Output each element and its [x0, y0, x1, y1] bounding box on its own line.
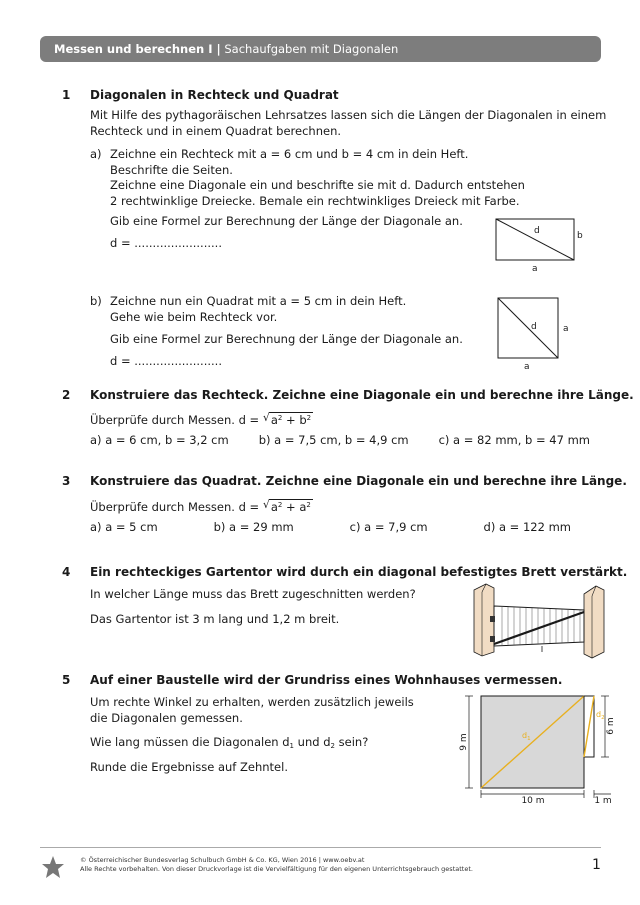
task-1a-answer-line: d = ........................ [110, 236, 222, 250]
task-4-number: 4 [62, 565, 71, 579]
task-1b-answer-line: d = ........................ [110, 354, 222, 368]
task-1-intro-line-1: Mit Hilfe des pythagoräischen Lehrsatzes lassen sich die Längen der Diagonalen in einem [90, 108, 607, 122]
task-1a-line-4: 2 rechtwinklige Dreiecke. Bemale ein rechtwinkliges Dreieck mit Farbe. [110, 193, 520, 208]
task-3-options [90, 520, 571, 534]
task-3-check-text: Überprüfe durch Messen. d = [90, 500, 263, 514]
floor-plan-figure [455, 688, 615, 806]
task-5-question-sub-2: 2 [330, 742, 335, 750]
footer-divider [40, 847, 601, 848]
task-2-number: 2 [62, 388, 71, 402]
dimension-9m: 9 m [459, 733, 469, 751]
task-5-number: 5 [62, 673, 71, 687]
task-5-question [90, 735, 368, 755]
task-2-exp-2: 2 [306, 414, 312, 422]
task-1a-text [110, 147, 525, 209]
rectangle-label-d: d [534, 226, 540, 236]
task-3-option-c: c) a = 7,9 cm [349, 520, 428, 534]
task-4-info: Das Gartentor ist 3 m lang und 1,2 m breit. [90, 612, 340, 626]
task-1a-line-2: Beschrifte die Seiten. [110, 162, 233, 177]
task-5-question-sub-1: 1 [289, 742, 295, 750]
task-2-rad-b: b [299, 413, 307, 427]
task-2-rad-a: a [270, 413, 278, 427]
task-1a-label: a) [90, 147, 102, 161]
task-3-sqrt: √ $a^2 + a^2$ [262, 498, 311, 514]
task-2-option-c: c) a = 82 mm, b = 47 mm [438, 433, 590, 447]
task-3-option-a: a) a = 5 cm [90, 520, 158, 534]
task-3-rad-b: a [299, 500, 307, 514]
page-header [40, 36, 601, 62]
task-1b-formula-prompt: Gib eine Formel zur Berechnung der Länge der Diagonale an. [110, 332, 463, 346]
task-1-intro [90, 108, 606, 139]
task-1-number: 1 [62, 88, 71, 102]
dimension-10m: 10 m [521, 796, 545, 806]
footer-copyright [80, 856, 473, 874]
task-2-sqrt: √ $a^2 + b^2$ [262, 411, 312, 427]
task-5-question-part-3: sein? [334, 735, 369, 749]
footer-line-1: © Österreichischer Bundesverlag Schulbuch GmbH & Co. KG, Wien 2016 | www.oebv.at [80, 856, 365, 864]
task-5-intro-line-2: die Diagonalen gemessen. [90, 710, 243, 725]
task-1a-line-3: Zeichne eine Diagonale ein und beschrifte sie mit d. Dadurch entstehen [110, 178, 525, 192]
task-5-intro-line-1: Um rechte Winkel zu erhalten, werden zusätzlich jeweils [90, 695, 414, 709]
rectangle-label-b: b [577, 231, 583, 241]
task-5-intro [90, 695, 414, 726]
task-1b-line-2: Gehe wie beim Rechteck vor. [110, 309, 278, 324]
label-d2: $d_2$ [596, 710, 605, 721]
label-d1: $d_1$ [522, 731, 531, 742]
task-3-exp-2: 2 [306, 501, 311, 509]
task-4-title: Ein rechteckiges Gartentor wird durch ein diagonal befestigtes Brett verstärkt. [90, 565, 628, 579]
task-1-intro-line-2: Rechteck und in einem Quadrat berechnen. [90, 123, 342, 138]
gate-right-post [584, 586, 604, 658]
task-2-options [90, 433, 590, 447]
task-3-number: 3 [62, 474, 71, 488]
gate-hinge-bottom [490, 636, 495, 642]
task-1b-line-1: Zeichne nun ein Quadrat mit a = 5 cm in dein Heft. [110, 294, 407, 308]
task-3-option-b: b) a = 29 mm [213, 520, 294, 534]
task-2-rad-op: + [282, 413, 300, 427]
header-title-bold: Messen und berechnen I | [54, 42, 221, 56]
task-2-option-a: a) a = 6 cm, b = 3,2 cm [90, 433, 229, 447]
task-1a-line-1: Zeichne ein Rechteck mit a = 6 cm und b = 4 cm in dein Heft. [110, 147, 469, 161]
task-1a-formula-prompt: Gib eine Formel zur Berechnung der Länge der Diagonale an. [110, 214, 463, 228]
header-title-rest: Sachaufgaben mit Diagonalen [220, 42, 399, 56]
task-1b-text [110, 294, 406, 325]
rectangle-figure [490, 213, 590, 275]
task-2-title: Konstruiere das Rechteck. Zeichne eine Diagonale ein und berechne ihre Länge. [90, 388, 634, 402]
rectangle-label-a: a [532, 264, 538, 274]
publisher-logo-icon [40, 854, 66, 882]
task-3-title: Konstruiere das Quadrat. Zeichne eine Diagonale ein und berechne ihre Länge. [90, 474, 627, 488]
page-number: 1 [592, 857, 601, 873]
task-1b-label: b) [90, 294, 102, 308]
task-2-check-text: Überprüfe durch Messen. d = [90, 413, 263, 427]
task-1-title: Diagonalen in Rechteck und Quadrat [90, 88, 339, 102]
square-label-a-side: a [563, 324, 569, 334]
square-figure [492, 292, 572, 372]
task-3-rad-a: a [270, 500, 278, 514]
square-label-d: d [531, 322, 537, 332]
task-3-exp-1: 2 [277, 501, 283, 509]
task-3-rad-op: + [282, 500, 300, 514]
task-5-question-part-2: und d [294, 735, 331, 749]
square-label-a-bottom: a [524, 362, 530, 372]
task-2-check [90, 411, 313, 429]
task-3-check [90, 498, 313, 516]
task-3-option-d: d) a = 122 mm [483, 520, 571, 534]
square-diagonal [498, 298, 558, 358]
task-5-rounding: Runde die Ergebnisse auf Zehntel. [90, 760, 288, 774]
task-2-option-b: b) a = 7,5 cm, b = 4,9 cm [258, 433, 409, 447]
footer-line-2: Alle Rechte vorbehalten. Von dieser Druckvorlage ist die Vervielfältigung für den eigenen Unterrichtsgebrauch gestattet. [80, 865, 473, 873]
dimension-6m: 6 m [606, 717, 616, 735]
task-2-exp-1: 2 [277, 414, 283, 422]
task-5-title: Auf einer Baustelle wird der Grundriss eines Wohnhauses vermessen. [90, 673, 563, 687]
garden-gate-illustration [468, 580, 608, 660]
gate-hinge-top [490, 616, 495, 622]
task-4-question: In welcher Länge muss das Brett zugeschnitten werden? [90, 587, 416, 601]
task-5-question-part-1: Wie lang müssen die Diagonalen d [90, 735, 290, 749]
dimension-1m: 1 m [594, 796, 612, 806]
